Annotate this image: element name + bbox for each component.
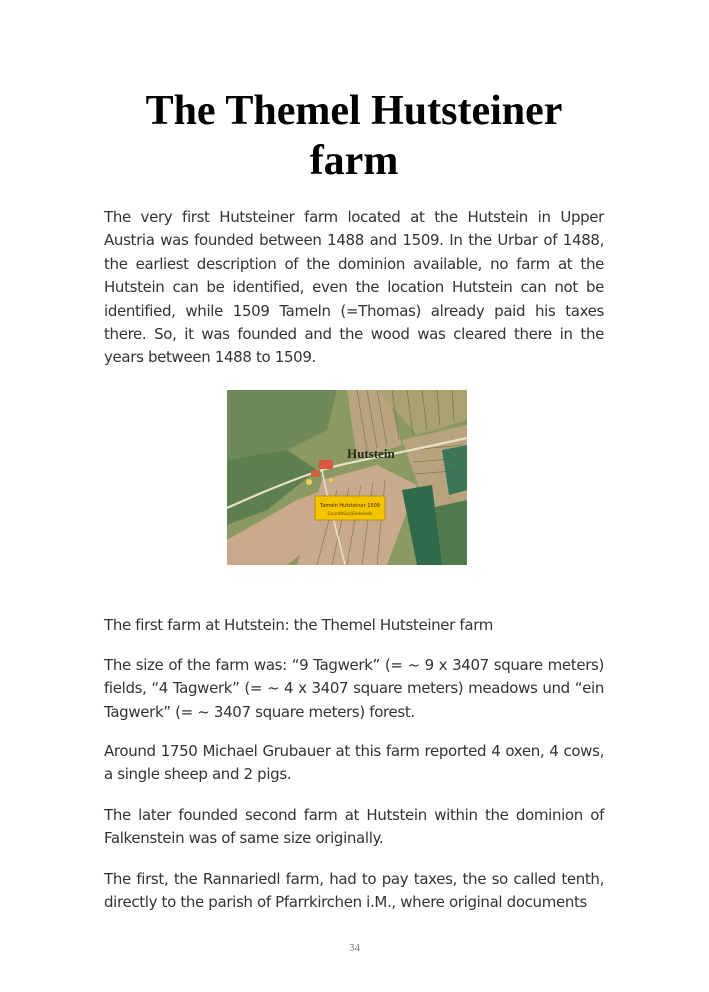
body-paragraph: Around 1750 Michael Grubauer at this farm reported 4 oxen, 4 cows, a single sheep and 2 pigs.: [104, 742, 604, 784]
page-number: 34: [349, 942, 360, 954]
figure-caption: The first farm at Hutstein: the Themel Hutsteiner farm: [104, 616, 494, 634]
cadastral-map-drawing: [227, 390, 467, 565]
body-paragraph: The later founded second farm at Hutstein within the dominion of Falkenstein was of same size originally.: [104, 806, 604, 848]
body-paragraph: The size of the farm was: “9 Tagwerk” (= ~ 9 x 3407 square meters) fields, “4 Tagwerk” (= ~ 4 x 3407 square meters) meadows und “ein Tagwerk” (= ~ 3407 square meters) forest.: [104, 656, 604, 721]
map-place-label: Hutstein: [347, 446, 395, 461]
body-paragraph: The first, the Rannariedl farm, had to pay taxes, the so called tenth, directly to the parish of Pfarrkirchen i.M., where original documents: [104, 870, 604, 912]
intro-paragraph: The very first Hutsteiner farm located at the Hutstein in Upper Austria was founded between 1488 and 1509. In the Urbar of 1488, the earliest description of the dominion available, no farm at the Hutstein can be identified, even the location Hutstein can not be identified, while 1509 Tameln (=Thomas) already paid his taxes there. So, it was founded and the wood was cleared there in the years between 1488 to 1509.: [104, 208, 604, 367]
map-tag-subtitle: Grundstück/Gemeinde: [327, 511, 373, 516]
page-title: The Themel Hutsteiner farm: [145, 88, 563, 184]
map-tag-title: Tameln Hutsteiner 1509: [320, 503, 380, 509]
cadastral-map-image: [227, 390, 467, 565]
